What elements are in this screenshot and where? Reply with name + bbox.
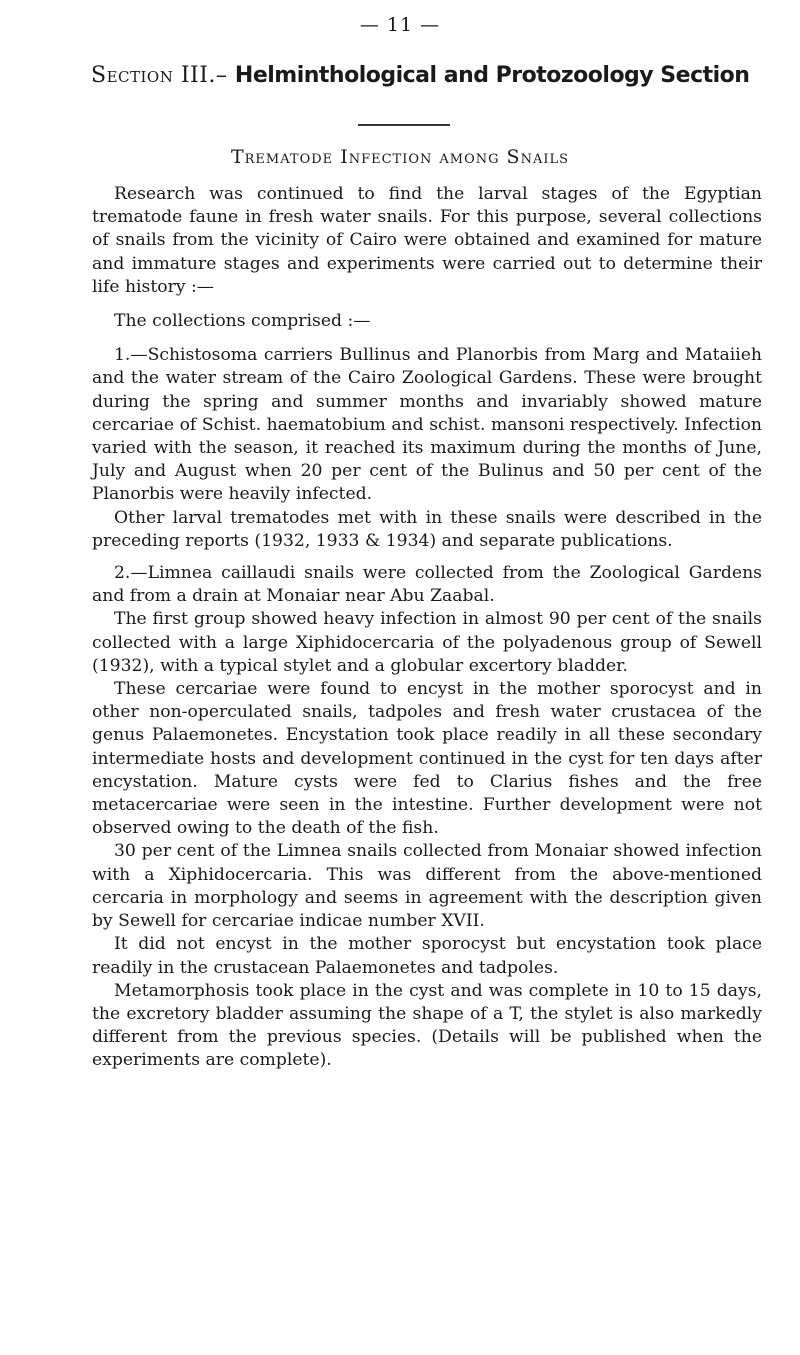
section-title: Helminthological and Protozoology Section (234, 63, 750, 88)
paragraph-intro: Research was continued to find the larval stages of the Egyptian trematode faune in fresh water snails. For this purpose, several collections of snails from the vicinity of Cairo were obtained and examined for mature and immature stages and experiments were carried out to determine their life history :— (92, 184, 762, 297)
heading-rule (358, 124, 450, 126)
paragraph-other-trematodes: Other larval trematodes met with in these snails were described in the preceding reports (1932, 1933 & 1934) and separate publications. (92, 507, 762, 551)
section-label: Section III.– (91, 63, 235, 88)
paragraph-item-2: 2.—Limnea caillaudi snails were collected from the Zoological Gardens and from a drain at Monaiar near Abu Zaabal. (92, 563, 762, 607)
section-heading (91, 63, 771, 88)
paragraph-monaiar: 30 per cent of the Limnea snails collected from Monaiar showed infection with a Xiphidocercaria. This was different from the above-mentioned cercaria in morphology and seems in agreement with the description given by Sewell for cercariae indicae number XVII. (92, 841, 762, 932)
page-number: — 11 — (359, 14, 441, 36)
body-text (92, 183, 762, 1073)
paragraph-metamorphosis: Metamorphosis took place in the cyst and was complete in 10 to 15 days, the excretory bladder assuming the shape of a T, the stylet is also markedly different from the previous species. (Details will be published when the experiments are complete). (92, 980, 762, 1071)
paragraph-item-1: 1.—Schistosoma carriers Bullinus and Planorbis from Marg and Mataiieh and the water stream of the Cairo Zoological Gardens. These were brought during the spring and summer months and invariably showed mature cercariae of Schist. haematobium and schist. mansoni respectively. Infection varied with the season, it reached its maximum during the months of June, July and August when 20 per cent of the Bulinus and 50 per cent of the Planorbis were heavily infected. (92, 345, 762, 505)
subheading: Trematode Infection among Snails (230, 146, 570, 168)
paragraph-first-group: The first group showed heavy infection in almost 90 per cent of the snails collected with a large Xiphidocercaria of the polyadenous group of Sewell (1932), with a typical stylet and a globular excertory bladder. (92, 609, 762, 676)
paragraph-mother-sporocyst: It did not encyst in the mother sporocyst but encystation took place readily in the crustacean Palaemonetes and tadpoles. (92, 934, 762, 978)
paragraph-encystation: These cercariae were found to encyst in the mother sporocyst and in other non-operculated snails, tadpoles and fresh water crustacea of the genus Palaemonetes. Encystation took place readily in all these secondary intermediate hosts and development continued in the cyst for ten days after encystation. Mature cysts were fed to Clarius fishes and the free metacercariae were seen in the intestine. Further development were not observed owing to the death of the fish. (92, 679, 762, 839)
paragraph-collections: The collections comprised :— (114, 311, 371, 332)
